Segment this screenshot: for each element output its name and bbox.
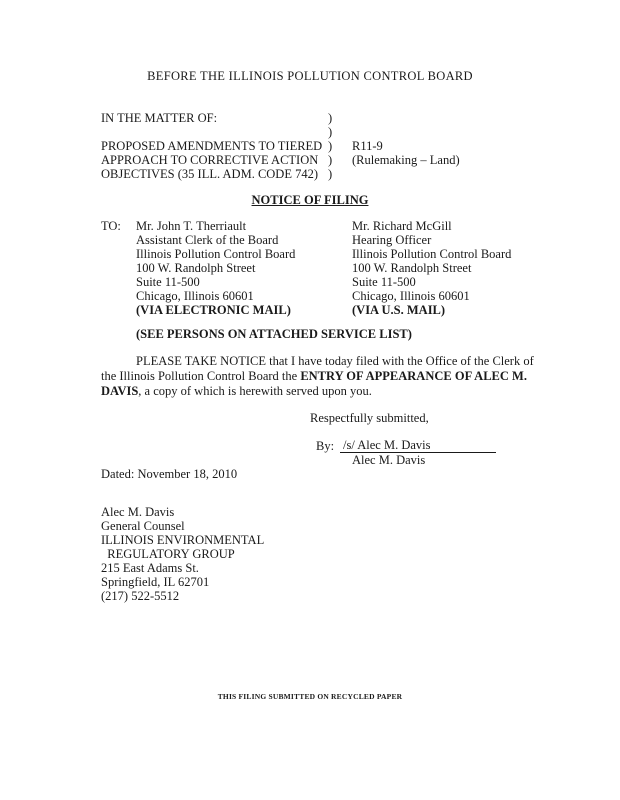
caption-brackets [328,111,332,181]
filing-date: Dated: November 18, 2010 [101,467,238,481]
notice-heading: NOTICE OF FILING [251,193,369,207]
matter-line: APPROACH TO CORRECTIVE ACTION [101,153,319,167]
contact-line: Alec M. Davis [101,505,175,519]
recipient-line: Suite 11-500 [136,275,200,289]
recipient-line: Chicago, Illinois 60601 [352,289,470,303]
bracket: ) [328,139,333,153]
paragraph-line [101,369,534,384]
recipient-line: Assistant Clerk of the Board [136,233,279,247]
paragraph-text: the Illinois Pollution Control Board the [101,369,301,383]
matter-line: OBJECTIVES (35 ILL. ADM. CODE 742) [101,167,319,181]
service-list-note: (SEE PERSONS ON ATTACHED SERVICE LIST) [136,327,412,341]
notice-paragraph [101,354,534,399]
bracket: ) [328,167,333,181]
recipient-line: Hearing Officer [352,233,432,247]
matter-line: PROPOSED AMENDMENTS TO TIERED [101,139,323,153]
recipient-line: 100 W. Randolph Street [136,261,256,275]
recipient-line: Illinois Pollution Control Board [352,247,512,261]
recipient-board-clerk [136,219,295,317]
bracket: ) [328,153,333,167]
contact-line: (217) 522-5512 [101,589,180,603]
to-label: TO: [101,219,121,233]
contact-line: REGULATORY GROUP [101,547,235,561]
paragraph-text: , a copy of which is herewith served upon you. [138,384,372,398]
delivery-method: (VIA U.S. MAIL) [352,303,446,317]
filed-document-title: ENTRY OF APPEARANCE OF ALEC M. [300,369,527,383]
printed-name: Alec M. Davis [352,453,426,467]
recipient-line: Chicago, Illinois 60601 [136,289,254,303]
recipient-line: 100 W. Randolph Street [352,261,472,275]
recycled-paper-footer: THIS FILING SUBMITTED ON RECYCLED PAPER [217,692,403,701]
bracket: ) [328,125,333,139]
delivery-method: (VIA ELECTRONIC MAIL) [136,303,291,317]
matter-label: IN THE MATTER OF: [101,111,218,125]
contact-line: 215 East Adams St. [101,561,199,575]
recipient-line: Mr. Richard McGill [352,219,452,233]
closing: Respectfully submitted, [310,411,429,425]
matter-description [101,139,322,181]
contact-line: ILLINOIS ENVIRONMENTAL [101,533,265,547]
recipient-hearing-officer [352,219,511,317]
paragraph-line: PLEASE TAKE NOTICE that I have today filed with the Office of the Clerk of [136,354,534,368]
filed-document-title-cont: DAVIS [101,384,139,398]
recipient-line: Mr. John T. Therriault [136,219,247,233]
by-label: By: [316,439,335,453]
contact-line: General Counsel [101,519,185,533]
bracket: ) [328,111,333,125]
attorney-contact-block [101,505,264,603]
contact-line: Springfield, IL 62701 [101,575,210,589]
recipient-line: Suite 11-500 [352,275,416,289]
board-title: BEFORE THE ILLINOIS POLLUTION CONTROL BOARD [147,69,473,83]
paragraph-line [101,384,534,399]
docket-type: (Rulemaking – Land) [352,153,460,167]
electronic-signature: /s/ Alec M. Davis [343,438,431,452]
docket-number: R11-9 [352,139,383,153]
recipient-line: Illinois Pollution Control Board [136,247,296,261]
